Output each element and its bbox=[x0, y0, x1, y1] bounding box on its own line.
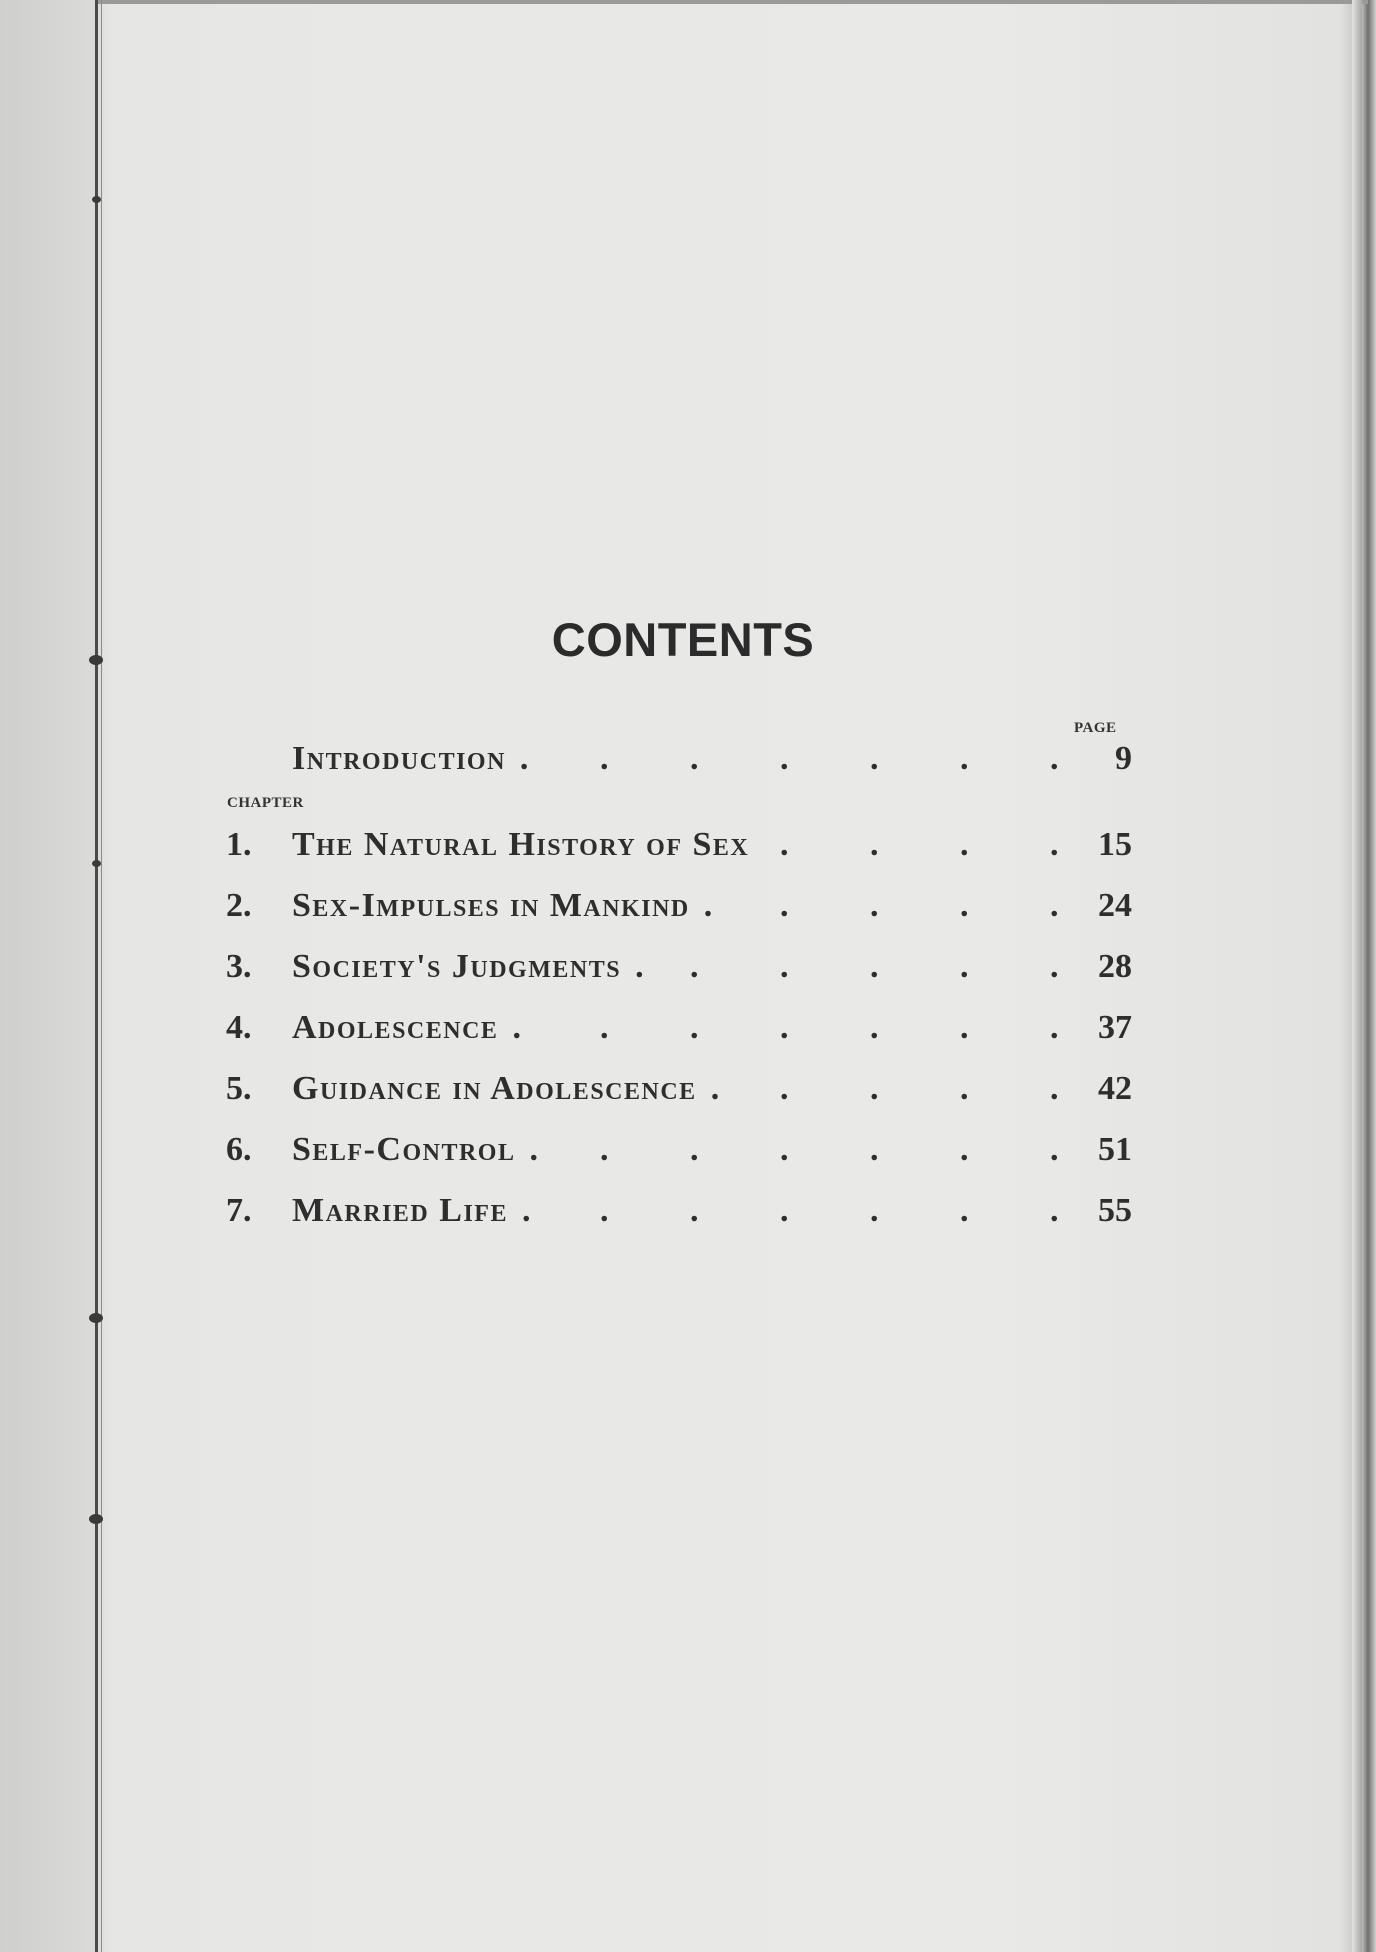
toc-entry-title: Sex-Impulses in Mankind bbox=[292, 887, 690, 924]
leader-dot: . bbox=[703, 887, 714, 924]
toc-entry-title: Introduction bbox=[292, 740, 506, 777]
leader-dot: . bbox=[870, 1192, 880, 1229]
toc-entry-page: 55 bbox=[1098, 1192, 1132, 1229]
toc-entry-title: The Natural History of Sex bbox=[292, 826, 750, 863]
leader-dot: . bbox=[960, 1009, 970, 1046]
leader-dot: . bbox=[960, 1192, 970, 1229]
leader-dot: . bbox=[870, 887, 880, 924]
page-column-label: PAGE bbox=[1074, 720, 1117, 736]
leader-dot: . bbox=[521, 1192, 532, 1229]
leader-dot: . bbox=[600, 1009, 610, 1046]
leader-dot: . bbox=[960, 826, 970, 863]
leader-dot: . bbox=[780, 1009, 790, 1046]
toc-entry-title: Society's Judgments bbox=[292, 948, 622, 985]
leader-dot: . bbox=[1050, 826, 1060, 863]
leader-dot: . bbox=[960, 887, 970, 924]
leader-dot: . bbox=[1050, 740, 1060, 777]
toc-entry-chapter[interactable] bbox=[0, 948, 1376, 998]
chapter-number: 2. bbox=[226, 887, 252, 924]
binding-stitch bbox=[92, 196, 101, 203]
contents-heading: CONTENTS bbox=[551, 613, 815, 666]
leader-dot: . bbox=[690, 1192, 700, 1229]
chapter-number: 5. bbox=[226, 1070, 252, 1107]
chapter-number: 6. bbox=[226, 1131, 252, 1168]
leader-dot: . bbox=[690, 1131, 700, 1168]
leader-dot: . bbox=[870, 948, 880, 985]
toc-entry-page: 15 bbox=[1098, 826, 1132, 863]
leader-dot: . bbox=[870, 740, 880, 777]
page-top-edge bbox=[98, 0, 1368, 4]
binding-stitch bbox=[89, 1514, 103, 1524]
leader-dot: . bbox=[870, 1009, 880, 1046]
leader-dot: . bbox=[780, 1070, 790, 1107]
toc-entry-page: 9 bbox=[1115, 740, 1132, 777]
leader-dot: . bbox=[600, 1131, 610, 1168]
toc-entry-chapter[interactable] bbox=[0, 1131, 1376, 1181]
leader-dot: . bbox=[780, 1131, 790, 1168]
leader-dot: . bbox=[600, 1192, 610, 1229]
leader-dot: . bbox=[960, 740, 970, 777]
chapter-number: 1. bbox=[226, 826, 252, 863]
leader-dot: . bbox=[960, 948, 970, 985]
leader-dot: . bbox=[780, 1192, 790, 1229]
leader-dot: . bbox=[1050, 1131, 1060, 1168]
toc-entry-title: Guidance in Adolescence bbox=[292, 1070, 697, 1107]
toc-entry-chapter[interactable] bbox=[0, 1192, 1376, 1242]
leader-dot: . bbox=[635, 948, 646, 985]
leader-dot: . bbox=[780, 740, 790, 777]
leader-dot: . bbox=[690, 740, 700, 777]
chapter-column-label: CHAPTER bbox=[227, 795, 304, 811]
leader-dot: . bbox=[690, 1009, 700, 1046]
chapter-number: 3. bbox=[226, 948, 252, 985]
leader-dot: . bbox=[1050, 948, 1060, 985]
leader-dot: . bbox=[1050, 1009, 1060, 1046]
leader-dot: . bbox=[519, 740, 530, 777]
leader-dot: . bbox=[1050, 887, 1060, 924]
toc-entry-page: 28 bbox=[1098, 948, 1132, 985]
chapter-number: 4. bbox=[226, 1009, 252, 1046]
leader-dot: . bbox=[600, 740, 610, 777]
toc-entry-introduction[interactable] bbox=[0, 740, 1376, 790]
toc-entry-page: 51 bbox=[1098, 1131, 1132, 1168]
toc-entry-chapter[interactable] bbox=[0, 887, 1376, 937]
leader-dot: . bbox=[960, 1070, 970, 1107]
leader-dot: . bbox=[960, 1131, 970, 1168]
leader-dot: . bbox=[780, 948, 790, 985]
toc-entry-page: 37 bbox=[1098, 1009, 1132, 1046]
leader-dot: . bbox=[870, 826, 880, 863]
toc-entry-chapter[interactable] bbox=[0, 1070, 1376, 1120]
leader-dot: . bbox=[870, 1070, 880, 1107]
leader-dot: . bbox=[529, 1131, 540, 1168]
leader-dot: . bbox=[780, 887, 790, 924]
leader-dot: . bbox=[780, 826, 790, 863]
toc-entry-title: Adolescence bbox=[292, 1009, 499, 1046]
binding-stitch bbox=[89, 1313, 103, 1323]
toc-entry-page: 42 bbox=[1098, 1070, 1132, 1107]
leader-dot: . bbox=[1050, 1192, 1060, 1229]
leader-dot: . bbox=[1050, 1070, 1060, 1107]
leader-dot: . bbox=[710, 1070, 721, 1107]
toc-entry-page: 24 bbox=[1098, 887, 1132, 924]
toc-entry-title: Self-Control bbox=[292, 1131, 516, 1168]
chapter-number: 7. bbox=[226, 1192, 252, 1229]
leader-dot: . bbox=[512, 1009, 523, 1046]
leader-dot: . bbox=[870, 1131, 880, 1168]
toc-entry-chapter[interactable] bbox=[0, 1009, 1376, 1059]
leader-dot: . bbox=[690, 948, 700, 985]
toc-entry-title: Married Life bbox=[292, 1192, 508, 1229]
toc-entry-chapter[interactable] bbox=[0, 826, 1376, 876]
